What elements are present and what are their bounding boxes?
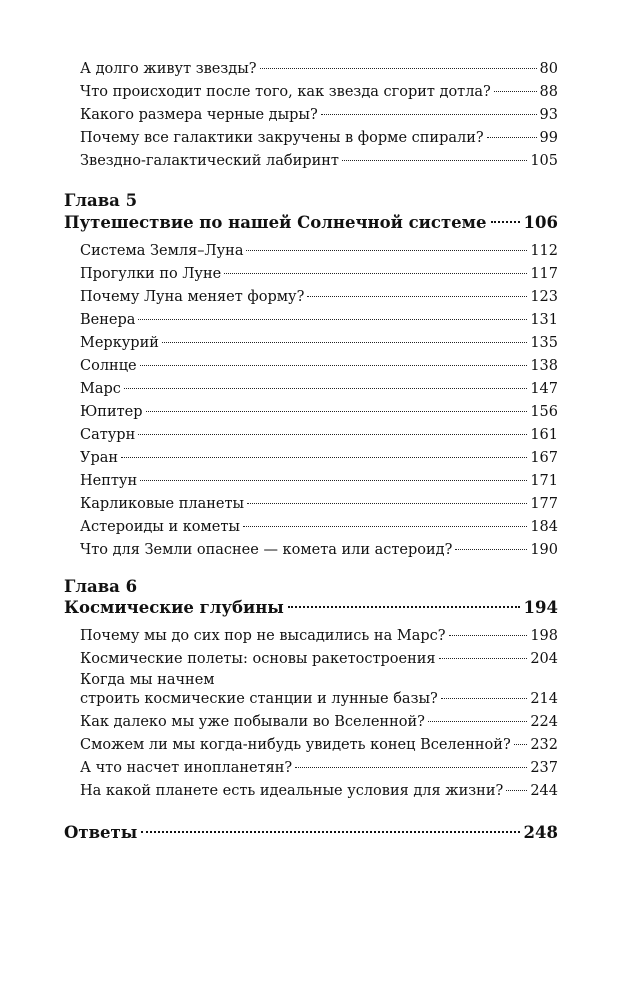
toc-entry-page: 112	[530, 243, 558, 259]
answers-title: Ответы	[64, 823, 138, 842]
toc-entry-page: 167	[530, 450, 558, 466]
toc-entry[interactable]	[80, 516, 558, 538]
toc-entry[interactable]	[80, 757, 558, 779]
toc-entry-page: 117	[530, 266, 558, 282]
toc-entry[interactable]	[80, 104, 558, 126]
toc-entry-title: Какого размера черные дыры?	[80, 107, 318, 123]
toc-entry-title: А долго живут звезды?	[80, 61, 257, 77]
toc-entry-title: Звездно-галактический лабиринт	[80, 153, 339, 169]
chapter-title: Космические глубины	[64, 598, 284, 617]
toc-entry-title: Меркурий	[80, 335, 159, 351]
toc-entry[interactable]	[80, 150, 558, 172]
toc-entry-page: 184	[530, 519, 558, 535]
toc-entry[interactable]	[80, 263, 558, 285]
toc-entry-page: 99	[539, 130, 558, 146]
toc-entry-two-line[interactable]	[80, 671, 558, 709]
toc-entry-title: Почему все галактики закручены в форме спирали?	[80, 130, 484, 146]
toc-entry-title: Прогулки по Луне	[80, 266, 222, 282]
toc-entry-page: 147	[530, 381, 558, 397]
chapter-5-label: Глава 5	[64, 191, 138, 210]
chapter-page: 194	[523, 598, 558, 617]
dot-leader	[246, 250, 527, 251]
toc-entry[interactable]	[80, 401, 558, 423]
toc-entry-title: Уран	[80, 450, 119, 466]
toc-entry[interactable]	[80, 81, 558, 103]
dot-leader	[455, 549, 527, 550]
toc-entry-title: Что для Земли опаснее — комета или астероид?	[80, 542, 453, 558]
dot-leader	[288, 606, 520, 608]
toc-entry-page: 224	[530, 714, 558, 730]
toc-entry[interactable]	[80, 424, 558, 446]
toc-entry-page: 80	[539, 61, 558, 77]
toc-entry-title: А что насчет инопланетян?	[80, 760, 293, 776]
toc-entry-title: Марс	[80, 381, 121, 397]
toc-entry-page: 131	[530, 312, 558, 328]
toc-entry-title-line2: строить космические станции и лунные базы?	[80, 691, 438, 707]
toc-entry-title: Что происходит после того, как звезда сгорит дотла?	[80, 84, 491, 100]
dot-leader	[162, 342, 527, 343]
toc-entry[interactable]	[80, 58, 558, 80]
dot-leader	[428, 721, 527, 722]
toc-entry[interactable]	[80, 711, 558, 733]
toc-entry-page: 190	[530, 542, 558, 558]
toc-entry[interactable]	[80, 470, 558, 492]
toc-entry-page: 204	[530, 651, 558, 667]
dot-leader	[121, 457, 527, 458]
answers-entry[interactable]	[64, 821, 558, 845]
toc-entry-page: 156	[530, 404, 558, 420]
dot-leader	[124, 388, 527, 389]
toc-entry-title: Космические полеты: основы ракетостроения	[80, 651, 436, 667]
toc-entry-title-line1: Когда мы начнем	[80, 672, 215, 688]
dot-leader	[342, 160, 527, 161]
toc-entry-page: 232	[530, 737, 558, 753]
toc-entry[interactable]	[80, 493, 558, 515]
toc-entry-page: 93	[539, 107, 558, 123]
dot-leader	[494, 91, 537, 92]
toc-entry-page: 161	[530, 427, 558, 443]
toc-entry-title: Сможем ли мы когда-нибудь увидеть конец Вселенной?	[80, 737, 511, 753]
dot-leader	[439, 658, 528, 659]
dot-leader	[141, 831, 519, 833]
dot-leader	[491, 221, 520, 223]
toc-entry[interactable]	[80, 625, 558, 647]
toc-entry-title: Почему мы до сих пор не высадились на Марс?	[80, 628, 446, 644]
toc-entry-line2	[80, 690, 558, 709]
toc-entry-title: Карликовые планеты	[80, 496, 245, 512]
toc-entry-title: Почему Луна меняет форму?	[80, 289, 305, 305]
toc-entry[interactable]	[80, 447, 558, 469]
toc-entry[interactable]	[80, 648, 558, 670]
dot-leader	[140, 480, 527, 481]
toc-entry-title: Нептун	[80, 473, 138, 489]
toc-entry-page: 214	[530, 691, 558, 707]
toc-entry-title: Как далеко мы уже побывали во Вселенной?	[80, 714, 425, 730]
dot-leader	[247, 503, 527, 504]
dot-leader	[243, 526, 527, 527]
toc-entry-title: Астероиды и кометы	[80, 519, 240, 535]
toc-entry[interactable]	[80, 734, 558, 756]
dot-leader	[138, 434, 527, 435]
toc-entry-page: 237	[530, 760, 558, 776]
chapter-6-label: Глава 6	[64, 577, 138, 596]
dot-leader	[321, 114, 537, 115]
toc-entry[interactable]	[80, 355, 558, 377]
chapter-title: Путешествие по нашей Солнечной системе	[64, 213, 487, 232]
dot-leader	[514, 744, 528, 745]
toc-entry-title: Венера	[80, 312, 136, 328]
toc-entry-page: 105	[530, 153, 558, 169]
toc-entry-title: Система Земля–Луна	[80, 243, 244, 259]
toc-entry-page: 177	[530, 496, 558, 512]
dot-leader	[487, 137, 537, 138]
toc-entry-page: 198	[530, 628, 558, 644]
toc-entry[interactable]	[80, 539, 558, 561]
chapter-5-title-entry[interactable]	[64, 211, 558, 235]
dot-leader	[506, 790, 527, 791]
toc-entry-title: Сатурн	[80, 427, 136, 443]
toc-entry[interactable]	[80, 332, 558, 354]
toc-entry-title: На какой планете есть идеальные условия для жизни?	[80, 783, 504, 799]
toc-entry-page: 171	[530, 473, 558, 489]
toc-entry[interactable]	[80, 378, 558, 400]
answers-page: 248	[523, 823, 558, 842]
dot-leader	[260, 68, 537, 69]
dot-leader	[441, 698, 528, 699]
toc-entry[interactable]	[80, 309, 558, 331]
chapter-6-title-entry[interactable]	[64, 596, 558, 620]
toc-entry-page: 123	[530, 289, 558, 305]
dot-leader	[138, 319, 527, 320]
dot-leader	[449, 635, 528, 636]
toc-entry-page: 135	[530, 335, 558, 351]
dot-leader	[224, 273, 527, 274]
toc-entry[interactable]	[80, 240, 558, 262]
toc-entry[interactable]	[80, 127, 558, 149]
dot-leader	[140, 365, 528, 366]
toc-entry[interactable]	[80, 286, 558, 308]
toc-entry[interactable]	[80, 780, 558, 802]
toc-entry-page: 88	[539, 84, 558, 100]
toc-entry-title: Солнце	[80, 358, 137, 374]
dot-leader	[307, 296, 527, 297]
toc-entry-page: 138	[530, 358, 558, 374]
toc-entry-title: Юпитер	[80, 404, 143, 420]
dot-leader	[295, 767, 527, 768]
dot-leader	[146, 411, 528, 412]
chapter-page: 106	[523, 213, 558, 232]
toc-entry-page: 244	[530, 783, 558, 799]
